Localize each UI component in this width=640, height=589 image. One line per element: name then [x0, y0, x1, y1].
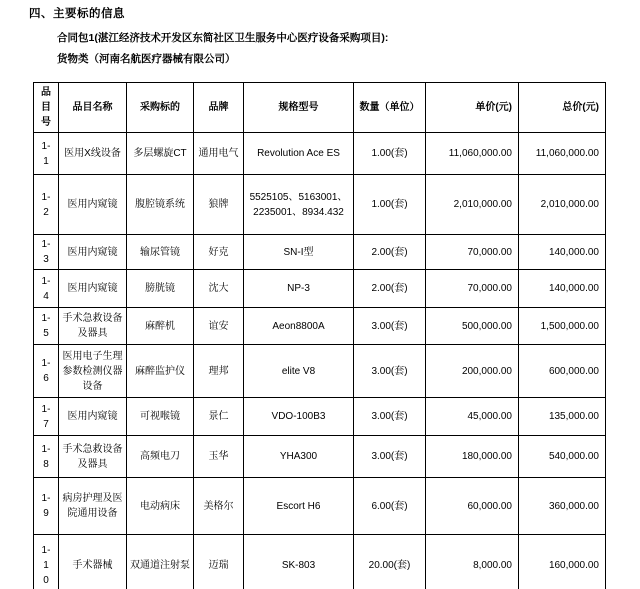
total-price-cell: 2,010,000.00 — [519, 175, 606, 235]
model-cell: VDO-100B3 — [244, 398, 354, 436]
model-cell: NP-3 — [244, 270, 354, 308]
items-table-body — [34, 133, 606, 589]
unit-price-cell: 8,000.00 — [426, 535, 519, 589]
table-row — [34, 535, 606, 589]
item-no-cell: 1-7 — [34, 398, 59, 436]
quantity-cell: 3.00(套) — [354, 345, 426, 398]
table-row — [34, 133, 606, 175]
quantity-cell: 2.00(套) — [354, 235, 426, 270]
quantity-cell: 3.00(套) — [354, 308, 426, 345]
model-cell: Aeon8800A — [244, 308, 354, 345]
col-header-brand: 品牌 — [194, 83, 244, 133]
item-no-cell: 1-5 — [34, 308, 59, 345]
table-row — [34, 235, 606, 270]
brand-cell: 玉华 — [194, 436, 244, 478]
item-name-cell: 医用内窥镜 — [59, 398, 127, 436]
quantity-cell: 2.00(套) — [354, 270, 426, 308]
total-price-cell: 140,000.00 — [519, 270, 606, 308]
model-cell: SN-I型 — [244, 235, 354, 270]
item-no-cell: 1-4 — [34, 270, 59, 308]
item-name-cell: 医用内窥镜 — [59, 235, 127, 270]
model-cell: YHA300 — [244, 436, 354, 478]
table-row — [34, 308, 606, 345]
item-name-cell: 医用内窥镜 — [59, 175, 127, 235]
brand-cell: 迈瑞 — [194, 535, 244, 589]
table-header-row — [34, 83, 606, 133]
unit-price-cell: 60,000.00 — [426, 478, 519, 535]
col-header-unit-price: 单价(元) — [426, 83, 519, 133]
quantity-cell: 1.00(套) — [354, 175, 426, 235]
table-row — [34, 175, 606, 235]
procurement-subject-cell: 电动病床 — [127, 478, 194, 535]
brand-cell: 美格尔 — [194, 478, 244, 535]
model-cell: 5525105、5163001、2235001、8934.432 — [244, 175, 354, 235]
quantity-cell: 6.00(套) — [354, 478, 426, 535]
quantity-cell: 1.00(套) — [354, 133, 426, 175]
quantity-cell: 3.00(套) — [354, 436, 426, 478]
item-no-cell: 1-2 — [34, 175, 59, 235]
col-header-item-no: 品目号 — [34, 83, 59, 133]
quantity-cell: 20.00(套) — [354, 535, 426, 589]
brand-cell: 理邦 — [194, 345, 244, 398]
item-no-cell: 1-10 — [34, 535, 59, 589]
item-no-cell: 1-6 — [34, 345, 59, 398]
brand-cell: 景仁 — [194, 398, 244, 436]
total-price-cell: 140,000.00 — [519, 235, 606, 270]
unit-price-cell: 45,000.00 — [426, 398, 519, 436]
table-row — [34, 345, 606, 398]
unit-price-cell: 500,000.00 — [426, 308, 519, 345]
total-price-cell: 160,000.00 — [519, 535, 606, 589]
unit-price-cell: 200,000.00 — [426, 345, 519, 398]
quantity-cell: 3.00(套) — [354, 398, 426, 436]
item-no-cell: 1-8 — [34, 436, 59, 478]
model-cell: Revolution Ace ES — [244, 133, 354, 175]
procurement-subject-cell: 腹腔镜系统 — [127, 175, 194, 235]
table-row — [34, 478, 606, 535]
procurement-subject-cell: 麻醉机 — [127, 308, 194, 345]
total-price-cell: 1,500,000.00 — [519, 308, 606, 345]
procurement-subject-cell: 可视喉镜 — [127, 398, 194, 436]
goods-category-line: 货物类（河南名航医疗器械有限公司） — [57, 53, 236, 65]
model-cell: SK-803 — [244, 535, 354, 589]
model-cell: elite V8 — [244, 345, 354, 398]
brand-cell: 好克 — [194, 235, 244, 270]
table-row — [34, 398, 606, 436]
col-header-total-price: 总价(元) — [519, 83, 606, 133]
contract-package-line: 合同包1(湛江经济技术开发区东简社区卫生服务中心医疗设备采购项目): — [57, 32, 389, 44]
col-header-model: 规格型号 — [244, 83, 354, 133]
item-no-cell: 1-3 — [34, 235, 59, 270]
procurement-subject-cell: 麻醉监护仪 — [127, 345, 194, 398]
brand-cell: 通用电气 — [194, 133, 244, 175]
item-name-cell: 医用内窥镜 — [59, 270, 127, 308]
brand-cell: 沈大 — [194, 270, 244, 308]
brand-cell: 谊安 — [194, 308, 244, 345]
unit-price-cell: 2,010,000.00 — [426, 175, 519, 235]
procurement-subject-cell: 膀胱镜 — [127, 270, 194, 308]
total-price-cell: 600,000.00 — [519, 345, 606, 398]
table-row — [34, 436, 606, 478]
item-name-cell: 病房护理及医院通用设备 — [59, 478, 127, 535]
col-header-subject: 采购标的 — [127, 83, 194, 133]
total-price-cell: 11,060,000.00 — [519, 133, 606, 175]
item-name-cell: 手术急救设备及器具 — [59, 436, 127, 478]
item-no-cell: 1-1 — [34, 133, 59, 175]
section-title: 四、主要标的信息 — [29, 8, 125, 20]
col-header-quantity: 数量（单位） — [354, 83, 426, 133]
col-header-item-name: 品目名称 — [59, 83, 127, 133]
item-name-cell: 医用X线设备 — [59, 133, 127, 175]
item-no-cell: 1-9 — [34, 478, 59, 535]
model-cell: Escort H6 — [244, 478, 354, 535]
procurement-subject-cell: 高频电刀 — [127, 436, 194, 478]
unit-price-cell: 11,060,000.00 — [426, 133, 519, 175]
table-row — [34, 270, 606, 308]
item-name-cell: 手术急救设备及器具 — [59, 308, 127, 345]
procurement-subject-cell: 双通道注射泵 — [127, 535, 194, 589]
total-price-cell: 360,000.00 — [519, 478, 606, 535]
unit-price-cell: 70,000.00 — [426, 270, 519, 308]
procurement-subject-cell: 输尿管镜 — [127, 235, 194, 270]
unit-price-cell: 180,000.00 — [426, 436, 519, 478]
brand-cell: 狼牌 — [194, 175, 244, 235]
total-price-cell: 135,000.00 — [519, 398, 606, 436]
procurement-subject-cell: 多层螺旋CT — [127, 133, 194, 175]
items-table — [33, 82, 606, 589]
item-name-cell: 手术器械 — [59, 535, 127, 589]
item-name-cell: 医用电子生理参数检测仪器设备 — [59, 345, 127, 398]
total-price-cell: 540,000.00 — [519, 436, 606, 478]
unit-price-cell: 70,000.00 — [426, 235, 519, 270]
